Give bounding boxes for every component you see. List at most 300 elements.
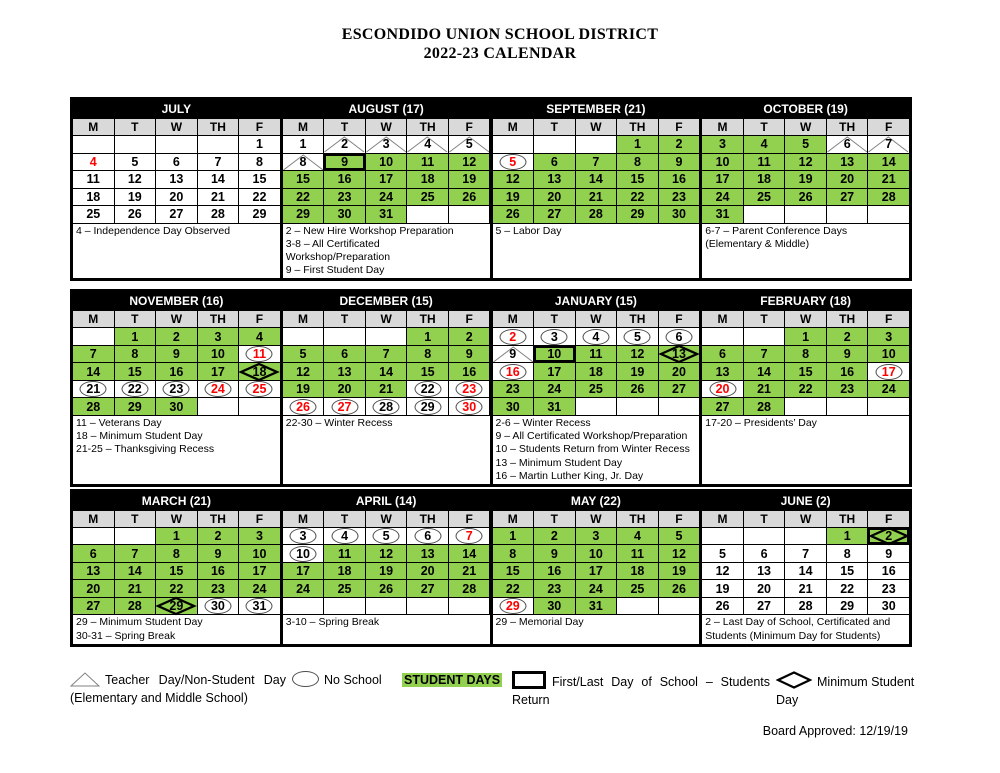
day-cell bbox=[617, 580, 658, 597]
day-cell bbox=[617, 528, 658, 545]
day-number: 21 bbox=[379, 382, 394, 397]
day-number: 1 bbox=[424, 329, 432, 344]
day-number: 26 bbox=[379, 581, 394, 596]
day-number: 25 bbox=[757, 189, 772, 204]
day-number: 26 bbox=[715, 599, 730, 614]
day-cell bbox=[534, 154, 575, 171]
day-cell bbox=[366, 189, 407, 206]
day-number: 28 bbox=[462, 581, 477, 596]
day-number: 24 bbox=[210, 382, 225, 397]
day-cell bbox=[324, 206, 365, 223]
weekday-header: TH bbox=[407, 119, 448, 135]
day-number: 5 bbox=[509, 154, 517, 169]
day-cell bbox=[283, 189, 324, 206]
day-cell bbox=[744, 363, 785, 380]
day-number: 3 bbox=[719, 137, 726, 152]
day-cell bbox=[576, 598, 617, 615]
weekday-header: F bbox=[659, 511, 700, 527]
weekday-header: W bbox=[366, 119, 407, 135]
day-cell bbox=[324, 381, 365, 398]
day-cell bbox=[744, 580, 785, 597]
day-number: 18 bbox=[86, 189, 101, 204]
weekday-header: M bbox=[493, 311, 534, 327]
day-number: 23 bbox=[881, 581, 896, 596]
weekday-header: T bbox=[324, 511, 365, 527]
weekday-header: F bbox=[868, 511, 909, 527]
day-cell bbox=[407, 598, 448, 615]
day-number: 17 bbox=[547, 364, 562, 379]
day-cell bbox=[617, 346, 658, 363]
day-cell bbox=[702, 346, 743, 363]
day-number: 3 bbox=[299, 529, 307, 544]
note-line: 3-10 – Spring Break bbox=[285, 616, 380, 629]
day-cell bbox=[366, 398, 407, 415]
weekday-header: M bbox=[283, 311, 324, 327]
note-line: 11 – Veterans Day bbox=[76, 416, 162, 429]
day-cell bbox=[659, 189, 700, 206]
weekday-header: W bbox=[366, 511, 407, 527]
day-number: 22 bbox=[798, 382, 813, 397]
day-cell bbox=[659, 136, 700, 153]
day-number: 23 bbox=[169, 382, 184, 397]
day-cell bbox=[827, 398, 868, 415]
day-cell bbox=[449, 563, 490, 580]
weekday-header: M bbox=[283, 511, 324, 527]
weekday-header: F bbox=[449, 511, 490, 527]
weekday-header: M bbox=[493, 119, 534, 135]
day-number: 11 bbox=[757, 154, 771, 169]
day-number: 13 bbox=[547, 172, 562, 187]
calendar-year: 2022-23 CALENDAR bbox=[423, 45, 577, 63]
day-number: 24 bbox=[715, 189, 730, 204]
day-number: 4 bbox=[424, 137, 432, 152]
day-cell bbox=[827, 171, 868, 188]
weekday-header: TH bbox=[617, 511, 658, 527]
day-number: 19 bbox=[296, 382, 310, 397]
day-cell bbox=[534, 328, 575, 345]
day-cell bbox=[283, 363, 324, 380]
day-number: 28 bbox=[210, 207, 225, 222]
day-cell bbox=[449, 598, 490, 615]
day-number: 27 bbox=[672, 382, 686, 397]
day-number: 29 bbox=[252, 207, 267, 222]
month-grid bbox=[283, 511, 490, 615]
day-cell bbox=[283, 206, 324, 223]
month-notes bbox=[73, 224, 280, 279]
day-number: 27 bbox=[547, 207, 562, 222]
day-cell bbox=[744, 189, 785, 206]
day-number: 26 bbox=[462, 189, 477, 204]
day-cell bbox=[576, 328, 617, 345]
day-cell bbox=[198, 328, 239, 345]
weekday-header: F bbox=[449, 119, 490, 135]
day-cell bbox=[576, 381, 617, 398]
day-number: 5 bbox=[382, 529, 390, 544]
weekday-header: TH bbox=[617, 311, 658, 327]
day-cell bbox=[659, 580, 700, 597]
day-number: 29 bbox=[505, 599, 520, 614]
note-line: 9 – First Student Day bbox=[285, 264, 385, 277]
day-cell bbox=[73, 563, 114, 580]
day-cell bbox=[73, 346, 114, 363]
day-cell bbox=[115, 598, 156, 615]
day-number: 16 bbox=[337, 172, 352, 187]
day-number: 23 bbox=[462, 382, 477, 397]
circle-icon bbox=[292, 671, 319, 687]
day-number: 22 bbox=[127, 382, 142, 397]
day-cell bbox=[744, 563, 785, 580]
day-number: 18 bbox=[757, 172, 772, 187]
day-cell bbox=[283, 328, 324, 345]
day-cell bbox=[449, 528, 490, 545]
day-number: 2 bbox=[885, 529, 893, 544]
day-number: 26 bbox=[505, 207, 520, 222]
day-number: 16 bbox=[169, 364, 184, 379]
day-number: 19 bbox=[505, 189, 520, 204]
diamond-minimum-day-icon bbox=[659, 344, 699, 364]
day-number: 12 bbox=[672, 546, 686, 561]
weekday-header: T bbox=[324, 311, 365, 327]
day-number: 12 bbox=[715, 564, 730, 579]
day-cell bbox=[366, 381, 407, 398]
day-cell bbox=[366, 563, 407, 580]
day-cell bbox=[239, 398, 280, 415]
day-number: 31 bbox=[252, 599, 267, 614]
weekday-header: F bbox=[449, 311, 490, 327]
day-cell bbox=[449, 154, 490, 171]
day-cell bbox=[827, 363, 868, 380]
day-number: 20 bbox=[840, 172, 855, 187]
day-cell bbox=[366, 580, 407, 597]
day-number: 9 bbox=[675, 154, 683, 169]
day-cell bbox=[576, 189, 617, 206]
day-cell bbox=[198, 363, 239, 380]
day-cell bbox=[744, 171, 785, 188]
day-cell bbox=[239, 528, 280, 545]
day-cell bbox=[534, 381, 575, 398]
month-title: MAY (22) bbox=[493, 492, 700, 511]
day-cell bbox=[868, 381, 909, 398]
day-number: 8 bbox=[299, 154, 307, 169]
day-number: 30 bbox=[881, 599, 896, 614]
day-number: 7 bbox=[802, 546, 810, 561]
day-cell bbox=[283, 171, 324, 188]
day-cell bbox=[449, 328, 490, 345]
day-cell bbox=[576, 206, 617, 223]
day-cell bbox=[659, 545, 700, 562]
day-number: 20 bbox=[715, 382, 730, 397]
month-title: SEPTEMBER (21) bbox=[493, 100, 700, 119]
weekday-header: T bbox=[324, 119, 365, 135]
day-cell bbox=[239, 206, 280, 223]
month-notes bbox=[283, 416, 490, 484]
day-number: 12 bbox=[379, 546, 394, 561]
day-cell bbox=[702, 381, 743, 398]
day-number: 16 bbox=[505, 364, 520, 379]
day-number: 28 bbox=[127, 599, 142, 614]
day-cell bbox=[534, 189, 575, 206]
day-number: 28 bbox=[881, 189, 896, 204]
day-number: 2 bbox=[214, 529, 222, 544]
day-number: 15 bbox=[296, 172, 310, 187]
day-number: 14 bbox=[588, 172, 603, 187]
month-october bbox=[702, 100, 909, 278]
day-number: 1 bbox=[255, 137, 263, 152]
day-cell bbox=[73, 545, 114, 562]
day-number: 30 bbox=[169, 399, 184, 414]
day-number: 24 bbox=[379, 189, 394, 204]
legend-item-student-days bbox=[402, 671, 512, 689]
day-cell bbox=[115, 206, 156, 223]
day-number: 25 bbox=[588, 382, 603, 397]
day-number: 29 bbox=[169, 599, 184, 614]
day-number: 19 bbox=[379, 564, 394, 579]
day-cell bbox=[73, 528, 114, 545]
weekday-header: TH bbox=[198, 311, 239, 327]
day-number: 30 bbox=[505, 399, 520, 414]
day-number: 2 bbox=[465, 329, 473, 344]
day-cell bbox=[659, 563, 700, 580]
day-cell bbox=[366, 136, 407, 153]
month-title: AUGUST (17) bbox=[283, 100, 490, 119]
day-cell bbox=[115, 171, 156, 188]
day-number: 23 bbox=[840, 382, 855, 397]
day-cell bbox=[324, 598, 365, 615]
day-cell bbox=[827, 528, 868, 545]
day-number: 13 bbox=[672, 347, 686, 362]
day-number: 23 bbox=[505, 382, 520, 397]
day-number: 12 bbox=[505, 172, 520, 187]
day-cell bbox=[493, 154, 534, 171]
day-number: 28 bbox=[86, 399, 101, 414]
day-cell bbox=[493, 346, 534, 363]
day-number: 3 bbox=[255, 529, 263, 544]
day-number: 5 bbox=[675, 529, 683, 544]
day-number: 1 bbox=[843, 529, 851, 544]
day-cell bbox=[324, 563, 365, 580]
weekday-header: W bbox=[156, 119, 197, 135]
day-cell bbox=[868, 363, 909, 380]
day-cell bbox=[366, 528, 407, 545]
weekday-header: M bbox=[702, 511, 743, 527]
day-number: 30 bbox=[337, 207, 352, 222]
day-number: 7 bbox=[885, 137, 893, 152]
day-number: 12 bbox=[798, 154, 813, 169]
day-cell bbox=[239, 328, 280, 345]
day-cell bbox=[576, 528, 617, 545]
day-cell bbox=[534, 363, 575, 380]
day-number: 4 bbox=[633, 529, 641, 544]
day-cell bbox=[407, 528, 448, 545]
month-june bbox=[702, 492, 909, 644]
day-cell bbox=[827, 154, 868, 171]
day-number: 14 bbox=[881, 154, 896, 169]
day-number: 30 bbox=[462, 399, 477, 414]
day-cell bbox=[283, 545, 324, 562]
day-cell bbox=[827, 328, 868, 345]
day-cell bbox=[659, 381, 700, 398]
weekday-header: W bbox=[156, 311, 197, 327]
day-number: 25 bbox=[630, 581, 645, 596]
day-cell bbox=[702, 363, 743, 380]
day-cell bbox=[785, 363, 826, 380]
day-cell bbox=[576, 363, 617, 380]
day-cell bbox=[534, 545, 575, 562]
day-number: 6 bbox=[675, 329, 683, 344]
weekday-header: TH bbox=[827, 511, 868, 527]
day-cell bbox=[702, 528, 743, 545]
diamond-minimum-day-icon bbox=[869, 526, 909, 546]
day-cell bbox=[407, 171, 448, 188]
day-number: 7 bbox=[592, 154, 600, 169]
day-number: 21 bbox=[127, 581, 142, 596]
day-cell bbox=[156, 328, 197, 345]
day-cell bbox=[198, 528, 239, 545]
day-number: 13 bbox=[420, 546, 435, 561]
day-cell bbox=[156, 136, 197, 153]
day-number: 12 bbox=[127, 172, 142, 187]
day-number: 5 bbox=[131, 154, 139, 169]
day-number: 15 bbox=[420, 364, 435, 379]
day-number: 2 bbox=[509, 329, 517, 344]
weekday-header: T bbox=[115, 311, 156, 327]
day-cell bbox=[785, 545, 826, 562]
day-cell bbox=[198, 346, 239, 363]
day-number: 22 bbox=[420, 382, 435, 397]
weekday-header: F bbox=[868, 311, 909, 327]
day-number: 1 bbox=[509, 529, 517, 544]
day-number: 8 bbox=[131, 347, 139, 362]
day-number: 20 bbox=[672, 364, 686, 379]
month-september bbox=[493, 100, 700, 278]
day-number: 11 bbox=[252, 347, 267, 362]
month-title: APRIL (14) bbox=[283, 492, 490, 511]
day-cell bbox=[576, 136, 617, 153]
day-number: 2 bbox=[341, 137, 349, 152]
day-cell bbox=[493, 398, 534, 415]
day-cell bbox=[576, 545, 617, 562]
month-august bbox=[283, 100, 490, 278]
day-number: 27 bbox=[757, 599, 772, 614]
day-number: 23 bbox=[547, 581, 562, 596]
day-cell bbox=[785, 154, 826, 171]
legend bbox=[70, 671, 922, 709]
day-cell bbox=[702, 154, 743, 171]
month-title: NOVEMBER (16) bbox=[73, 292, 280, 311]
day-cell bbox=[744, 381, 785, 398]
day-cell bbox=[493, 598, 534, 615]
weekday-header: M bbox=[73, 511, 114, 527]
day-number: 10 bbox=[210, 347, 225, 362]
day-number: 10 bbox=[252, 546, 267, 561]
day-cell bbox=[617, 136, 658, 153]
day-cell bbox=[366, 363, 407, 380]
day-number: 13 bbox=[840, 154, 855, 169]
student-days-swatch: STUDENT DAYS bbox=[404, 673, 501, 687]
day-number: 19 bbox=[462, 172, 477, 187]
day-number: 27 bbox=[840, 189, 855, 204]
day-cell bbox=[827, 189, 868, 206]
day-cell bbox=[239, 346, 280, 363]
day-cell bbox=[115, 136, 156, 153]
triangle-icon bbox=[70, 672, 100, 687]
day-cell bbox=[868, 206, 909, 223]
day-number: 1 bbox=[172, 529, 180, 544]
day-cell bbox=[115, 580, 156, 597]
district-name: ESCONDIDO UNION SCHOOL DISTRICT bbox=[341, 26, 659, 43]
day-cell bbox=[115, 363, 156, 380]
day-cell bbox=[493, 363, 534, 380]
day-number: 10 bbox=[379, 154, 394, 169]
note-line: 2 – Last Day of School, Certificated and Students (Minimum Day for Students) bbox=[705, 616, 891, 642]
day-number: 9 bbox=[465, 347, 473, 362]
month-grid bbox=[493, 511, 700, 615]
day-cell bbox=[534, 580, 575, 597]
day-number: 24 bbox=[252, 581, 267, 596]
day-cell bbox=[827, 136, 868, 153]
day-number: 1 bbox=[299, 137, 307, 152]
day-cell bbox=[283, 136, 324, 153]
day-cell bbox=[785, 528, 826, 545]
day-number: 24 bbox=[547, 382, 562, 397]
day-cell bbox=[785, 136, 826, 153]
day-cell bbox=[744, 206, 785, 223]
month-title: MARCH (21) bbox=[73, 492, 280, 511]
weekday-header: T bbox=[115, 119, 156, 135]
day-cell bbox=[449, 136, 490, 153]
day-cell bbox=[702, 328, 743, 345]
day-number: 5 bbox=[465, 137, 473, 152]
day-number: 5 bbox=[719, 546, 726, 561]
weekday-header: TH bbox=[827, 311, 868, 327]
day-cell bbox=[493, 328, 534, 345]
first-last-day-box-icon bbox=[512, 671, 546, 689]
day-number: 27 bbox=[169, 207, 184, 222]
day-cell bbox=[617, 171, 658, 188]
day-cell bbox=[239, 363, 280, 380]
day-number: 19 bbox=[672, 564, 686, 579]
day-number: 9 bbox=[172, 347, 180, 362]
day-number: 21 bbox=[757, 382, 772, 397]
day-number: 7 bbox=[465, 529, 473, 544]
day-cell bbox=[449, 580, 490, 597]
day-number: 13 bbox=[337, 364, 352, 379]
day-cell bbox=[785, 381, 826, 398]
day-number: 6 bbox=[89, 546, 97, 561]
calendar-table bbox=[70, 97, 912, 647]
day-cell bbox=[449, 381, 490, 398]
month-march bbox=[73, 492, 280, 644]
day-number: 27 bbox=[86, 599, 101, 614]
day-cell bbox=[702, 398, 743, 415]
day-number: 12 bbox=[630, 347, 645, 362]
day-number: 17 bbox=[881, 364, 896, 379]
day-number: 28 bbox=[588, 207, 603, 222]
day-cell bbox=[659, 206, 700, 223]
day-cell bbox=[407, 136, 448, 153]
day-cell bbox=[156, 545, 197, 562]
day-cell bbox=[785, 206, 826, 223]
day-cell bbox=[73, 381, 114, 398]
day-cell bbox=[198, 398, 239, 415]
weekday-header: TH bbox=[198, 511, 239, 527]
day-cell bbox=[407, 580, 448, 597]
day-number: 14 bbox=[86, 364, 101, 379]
day-cell bbox=[283, 528, 324, 545]
diamond-minimum-day-icon bbox=[239, 362, 279, 382]
day-number: 4 bbox=[89, 154, 97, 169]
day-number: 9 bbox=[843, 347, 851, 362]
